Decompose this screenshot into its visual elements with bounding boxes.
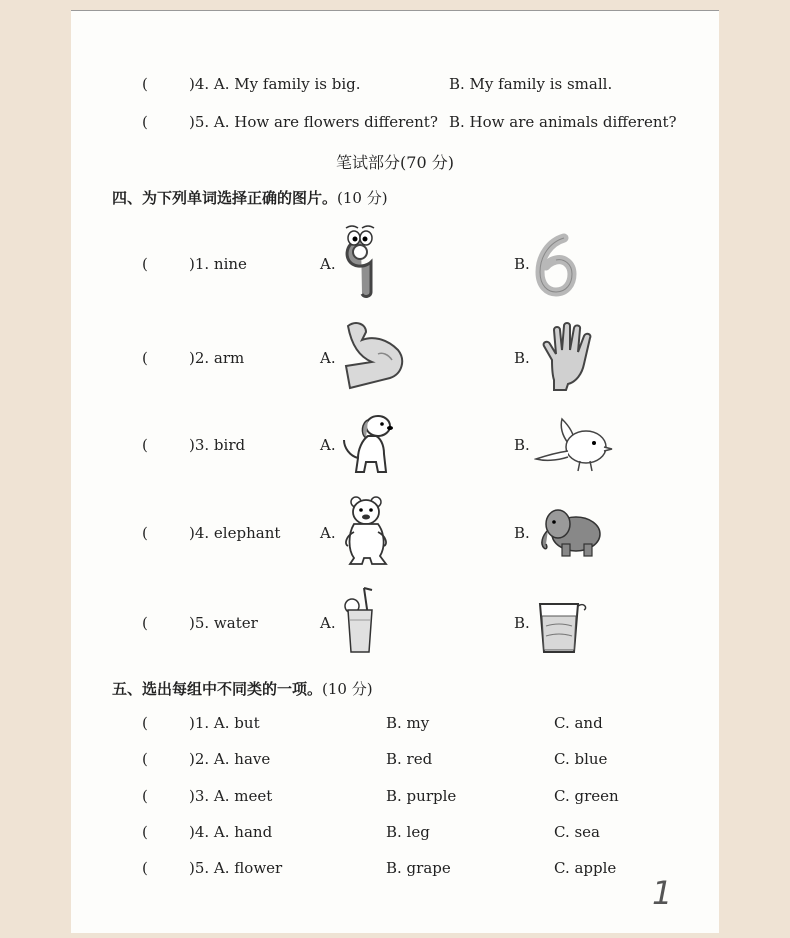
question-text: )4. A. hand xyxy=(189,823,273,841)
option-b: B. grape xyxy=(386,859,451,877)
water-glass-icon xyxy=(534,596,590,656)
bear-icon xyxy=(340,494,396,568)
answer-blank-open: ( xyxy=(142,524,148,542)
option-a-label: A. xyxy=(320,349,336,367)
answer-blank-open: ( xyxy=(142,859,148,877)
option-b-label: B. xyxy=(514,349,530,367)
section-five-heading xyxy=(112,678,373,699)
option-b-label: B. xyxy=(514,614,530,632)
section-four-title: 四、为下列单词选择正确的图片。 xyxy=(112,189,338,207)
page-number: 1 xyxy=(652,874,673,912)
question-text: )3. bird xyxy=(189,436,246,454)
question-text: )1. nine xyxy=(189,255,247,273)
question-text: )5. A. How are flowers different? xyxy=(189,113,438,131)
option-b: B. My family is small. xyxy=(449,75,613,93)
option-b: B. red xyxy=(386,750,433,768)
juice-glass-icon xyxy=(342,586,378,656)
question-text: )4. A. My family is big. xyxy=(189,75,361,93)
option-a-label: A. xyxy=(320,255,336,273)
hand-icon xyxy=(540,320,600,392)
question-text: )5. A. flower xyxy=(189,859,283,877)
answer-blank-open: ( xyxy=(142,714,148,732)
number-nine-cartoon-icon xyxy=(336,222,386,302)
option-a-label: A. xyxy=(320,436,336,454)
number-six-icon xyxy=(532,232,578,298)
option-c: C. sea xyxy=(554,823,600,841)
option-b: B. purple xyxy=(386,787,457,805)
answer-blank-open: ( xyxy=(142,75,148,93)
section-four-heading xyxy=(112,187,388,208)
option-b-label: B. xyxy=(514,524,530,542)
section-five-score: (10 分) xyxy=(322,680,373,698)
option-b: B. my xyxy=(386,714,430,732)
answer-blank-open: ( xyxy=(142,823,148,841)
answer-blank-open: ( xyxy=(142,614,148,632)
answer-blank-open: ( xyxy=(142,113,148,131)
option-c: C. apple xyxy=(554,859,617,877)
dog-icon xyxy=(338,412,396,476)
question-text: )2. A. have xyxy=(189,750,271,768)
answer-blank-open: ( xyxy=(142,436,148,454)
written-part-title: 笔试部分(70 分) xyxy=(336,153,454,172)
flexed-arm-icon xyxy=(342,318,408,394)
question-text: )5. water xyxy=(189,614,258,632)
bird-icon xyxy=(534,413,614,477)
option-c: C. green xyxy=(554,787,619,805)
option-b-label: B. xyxy=(514,436,530,454)
option-b-label: B. xyxy=(514,255,530,273)
option-c: C. blue xyxy=(554,750,608,768)
option-c: C. and xyxy=(554,714,603,732)
answer-blank-open: ( xyxy=(142,787,148,805)
section-five-title: 五、选出每组中不同类的一项。 xyxy=(112,680,323,698)
option-a-label: A. xyxy=(320,614,336,632)
question-text: )2. arm xyxy=(189,349,245,367)
answer-blank-open: ( xyxy=(142,255,148,273)
elephant-icon xyxy=(536,504,606,558)
answer-blank-open: ( xyxy=(142,750,148,768)
option-a-label: A. xyxy=(320,524,336,542)
question-text: )4. elephant xyxy=(189,524,281,542)
option-b: B. How are animals different? xyxy=(449,113,677,131)
question-text: )3. A. meet xyxy=(189,787,273,805)
question-text: )1. A. but xyxy=(189,714,260,732)
section-four-score: (10 分) xyxy=(337,189,388,207)
option-b: B. leg xyxy=(386,823,430,841)
answer-blank-open: ( xyxy=(142,349,148,367)
